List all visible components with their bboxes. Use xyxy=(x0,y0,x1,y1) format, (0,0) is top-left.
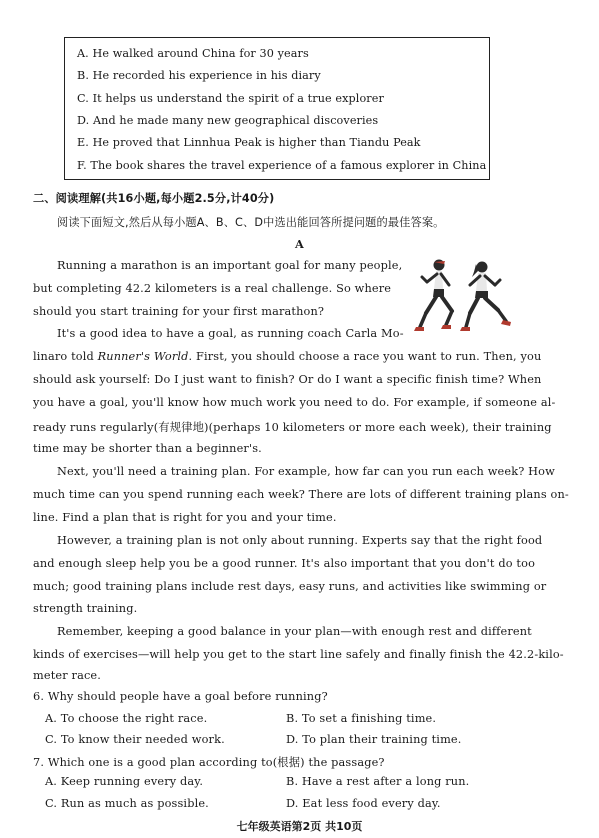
question-6-option-b[interactable]: B. To set a finishing time. xyxy=(286,712,437,725)
option-f: F. The book shares the travel experience of a famous explorer in China xyxy=(77,159,487,172)
option-d: D. And he made many new geographical discoveries xyxy=(77,114,379,127)
passage-line-2: but completing 42.2 kilometers is a real challenge. So where xyxy=(33,282,392,295)
passage-line-14: and enough sleep help you be a good runner. It's also important that you don't do too xyxy=(33,557,536,570)
question-7-option-b[interactable]: B. Have a rest after a long run. xyxy=(286,775,470,788)
passage-line-12: line. Find a plan that is right for you and your time. xyxy=(33,511,337,524)
passage-line-10: Next, you'll need a training plan. For example, how far can you run each week? How xyxy=(57,465,555,478)
passage-line-19: meter race. xyxy=(33,669,102,682)
passage-line-15: much; good training plans include rest days, easy runs, and activities like swimming or xyxy=(33,580,547,593)
option-a: A. He walked around China for 30 years xyxy=(77,47,309,60)
question-6-option-c[interactable]: C. To know their needed work. xyxy=(45,733,225,746)
options-box xyxy=(64,37,490,180)
passage-line-6: should ask yourself: Do I just want to finish? Or do I want a specific finish time? When xyxy=(33,373,542,386)
passage-line-3: should you start training for your first marathon? xyxy=(33,305,325,318)
passage-line-18: kinds of exercises—will help you get to the start line safely and finally finish the 42.2-kilo- xyxy=(33,648,564,661)
passage-line-13: However, a training plan is not only about running. Experts say that the right food xyxy=(57,534,543,547)
option-e: E. He proved that Linnhua Peak is higher than Tiandu Peak xyxy=(77,136,421,149)
passage-line-7: you have a goal, you'll know how much work you need to do. For example, if someone al- xyxy=(33,396,556,409)
page-footer: 七年级英语第2页 共10页 xyxy=(236,820,363,833)
question-6-option-d[interactable]: D. To plan their training time. xyxy=(286,733,462,746)
question-7-stem: 7. Which one is a good plan according to(根据) the passage? xyxy=(33,756,385,769)
passage-line-17: Remember, keeping a good balance in your plan—with enough rest and different xyxy=(57,625,532,638)
section-instruction: 阅读下面短文,然后从每小题A、B、C、D中选出能回答所提问题的最佳答案。 xyxy=(57,216,445,229)
passage-line-8: ready runs regularly(有规律地)(perhaps 10 kilometers or more each week), their training xyxy=(33,421,552,434)
passage-line-1: Running a marathon is an important goal for many people, xyxy=(57,259,403,272)
question-6-option-a[interactable]: A. To choose the right race. xyxy=(45,712,208,725)
question-7-option-a[interactable]: A. Keep running every day. xyxy=(45,775,204,788)
runners-illustration xyxy=(412,255,518,339)
question-6-stem: 6. Why should people have a goal before running? xyxy=(33,690,328,703)
passage-label: A xyxy=(295,237,304,251)
option-c: C. It helps us understand the spirit of a true explorer xyxy=(77,92,384,105)
passage-line-4: It's a good idea to have a goal, as running coach Carla Mo- xyxy=(57,327,404,340)
magazine-title: Runner's World xyxy=(97,350,189,363)
passage-line-5: linaro told Runner's World. First, you should choose a race you want to run. Then, you xyxy=(33,350,542,363)
question-7-option-c[interactable]: C. Run as much as possible. xyxy=(45,797,209,810)
option-b: B. He recorded his experience in his diary xyxy=(77,69,321,82)
passage-line-11: much time can you spend running each week? There are lots of different training plans on- xyxy=(33,488,569,501)
question-7-option-d[interactable]: D. Eat less food every day. xyxy=(286,797,441,810)
section-heading: 二、阅读理解(共16小题,每小题2.5分,计40分) xyxy=(33,192,275,205)
passage-line-16: strength training. xyxy=(33,602,138,615)
passage-line-9: time may be shorter than a beginner's. xyxy=(33,442,262,455)
